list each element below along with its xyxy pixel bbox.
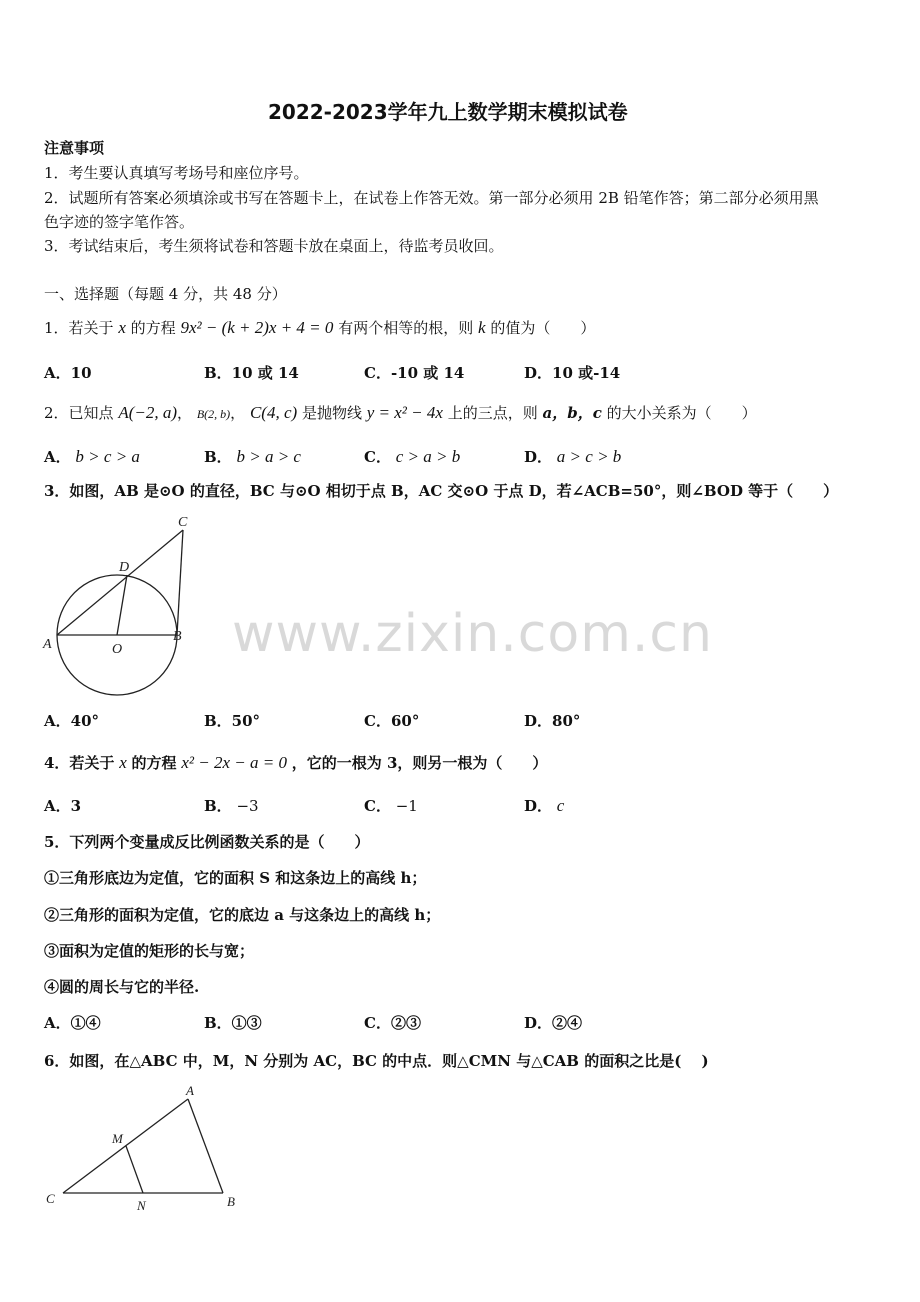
q3-label-o: O [112, 642, 123, 657]
q2-option-d[interactable] [524, 448, 621, 466]
q2-option-label: B． [204, 448, 232, 466]
q2-sep: ， [177, 404, 193, 422]
q5-option-c[interactable]: C．②③ [364, 1014, 421, 1032]
q1-option-a[interactable]: A．10 [44, 364, 92, 382]
q2-option-expr: c > a > b [395, 447, 461, 466]
q1-var: x [118, 318, 126, 337]
q3-option-b[interactable]: B．50° [204, 712, 261, 730]
q4-option-expr: −1 [395, 797, 418, 815]
q4-option-expr: 3 [70, 797, 82, 815]
q2-point-a: A(−2, a) [118, 403, 178, 422]
notes-item: 3．考试结束后，考生须将试卷和答题卡放在桌面上，待监考员收回。 [44, 237, 504, 255]
q6-label-b: B [227, 1194, 235, 1209]
q2-point-b: B(2, b) [196, 407, 231, 421]
q4-text-b: 的方程 [131, 754, 177, 772]
q5-option-b[interactable]: B．①③ [204, 1014, 262, 1032]
q4-option-label: C． [364, 797, 391, 815]
section-heading: 一、选择题（每题 4 分，共 48 分） [44, 285, 287, 303]
q6-line-mn [126, 1146, 143, 1193]
q2-equation: y = x² − 4x [366, 403, 443, 422]
q2-option-expr: b > a > c [236, 447, 301, 466]
q1-text-b: 的方程 [130, 319, 176, 337]
q2-option-c[interactable] [364, 448, 460, 466]
q5-item: ②三角形的面积为定值，它的底边 a 与这条边上的高线 h； [44, 906, 441, 924]
question-2 [44, 404, 757, 423]
q2-sep: ， [230, 404, 246, 422]
q6-line-ab [188, 1099, 223, 1193]
q3-option-a[interactable]: A．40° [44, 712, 100, 730]
q2-point-c: C(4, c) [249, 403, 298, 422]
question-1 [44, 319, 595, 337]
q4-text-c: ，它的一根为 3，则另一根为（ ） [291, 754, 548, 772]
q4-equation: x² − 2x − a = 0 [181, 753, 287, 772]
q6-figure [40, 1080, 245, 1215]
q6-label-m: M [112, 1131, 123, 1146]
q3-line-bc [177, 530, 183, 635]
q4-option-d[interactable] [524, 797, 564, 815]
q2-vars: a，b，c [542, 404, 602, 422]
q5-option-d[interactable]: D．②④ [524, 1014, 583, 1032]
q1-equation: 9x² − (k + 2)x + 4 = 0 [180, 318, 334, 337]
q2-option-expr: a > c > b [556, 447, 622, 466]
q2-option-label: D． [524, 448, 553, 466]
q2-text-d: 的大小关系为（ ） [606, 404, 757, 422]
q4-option-label: B． [204, 797, 232, 815]
q6-label-n: N [137, 1198, 146, 1213]
q4-option-b[interactable] [204, 797, 259, 815]
notes-item: 色字迹的签字笔作答。 [44, 213, 195, 231]
q1-text-d: 的值为（ ） [490, 319, 596, 337]
q1-option-d[interactable]: D．10 或-14 [524, 364, 621, 382]
q3-label-c: C [178, 515, 188, 530]
q2-option-expr: b > c > a [75, 447, 140, 466]
q6-line-ca [63, 1099, 188, 1193]
q2-option-b[interactable] [204, 448, 301, 466]
q2-option-label: A． [44, 448, 71, 466]
q2-text-a: 2．已知点 [44, 404, 114, 422]
q2-text-b: 是抛物线 [301, 404, 362, 422]
q4-option-a[interactable] [44, 797, 81, 815]
q5-option-a[interactable]: A．①④ [44, 1014, 101, 1032]
q4-option-label: D． [524, 797, 553, 815]
q1-text-c: 有两个相等的根，则 [338, 319, 474, 337]
q6-label-a: A [186, 1083, 194, 1098]
q1-k: k [477, 318, 486, 337]
q4-var: x [119, 753, 127, 772]
notes-heading: 注意事项 [44, 139, 105, 157]
q5-item: ①三角形底边为定值，它的面积 S 和这条边上的高线 h； [44, 869, 427, 887]
q2-option-label: C． [364, 448, 391, 466]
q4-option-c[interactable] [364, 797, 418, 815]
question-3: 3．如图，AB 是⊙O 的直径，BC 与⊙O 相切于点 B，AC 交⊙O 于点 D，若∠ACB=50°，则∠BOD 等于（ ） [44, 482, 839, 500]
q1-option-c[interactable]: C．-10 或 14 [364, 364, 465, 382]
q6-label-c: C [46, 1191, 55, 1206]
q1-text-a: 1．若关于 [44, 319, 114, 337]
question-6: 6．如图，在△ABC 中，M，N 分别为 AC，BC 的中点．则△CMN 与△CAB 的面积之比是( ) [44, 1052, 709, 1070]
question-4 [44, 754, 547, 772]
q1-option-b[interactable]: B．10 或 14 [204, 364, 299, 382]
notes-item: 1．考生要认真填写考场号和座位序号。 [44, 164, 309, 182]
q3-option-d[interactable]: D．80° [524, 712, 581, 730]
q4-option-label: A． [44, 797, 71, 815]
q5-item: ④圆的周长与它的半径. [44, 978, 200, 996]
q4-text-a: 4．若关于 [44, 754, 115, 772]
q5-item: ③面积为定值的矩形的长与宽； [44, 942, 255, 960]
q3-option-c[interactable]: C．60° [364, 712, 420, 730]
question-5: 5．下列两个变量成反比例函数关系的是（ ） [44, 833, 370, 851]
notes-item: 2．试题所有答案必须填涂或书写在答题卡上，在试卷上作答无效。第一部分必须用 2B 铅笔作答；第二部分必须用黑 [44, 189, 819, 207]
q4-option-expr: −3 [236, 797, 259, 815]
page-title: 2022-2023学年九上数学期末模拟试卷 [268, 100, 628, 124]
q3-figure [36, 510, 206, 696]
q2-text-c: 上的三点，则 [447, 404, 538, 422]
q3-label-a: A [43, 637, 52, 652]
q2-option-a[interactable] [44, 448, 140, 466]
watermark: www.zixin.com.cn [232, 604, 713, 664]
q3-label-d: D [119, 560, 130, 575]
q4-option-expr: c [556, 796, 565, 815]
q3-label-b: B [173, 629, 182, 644]
